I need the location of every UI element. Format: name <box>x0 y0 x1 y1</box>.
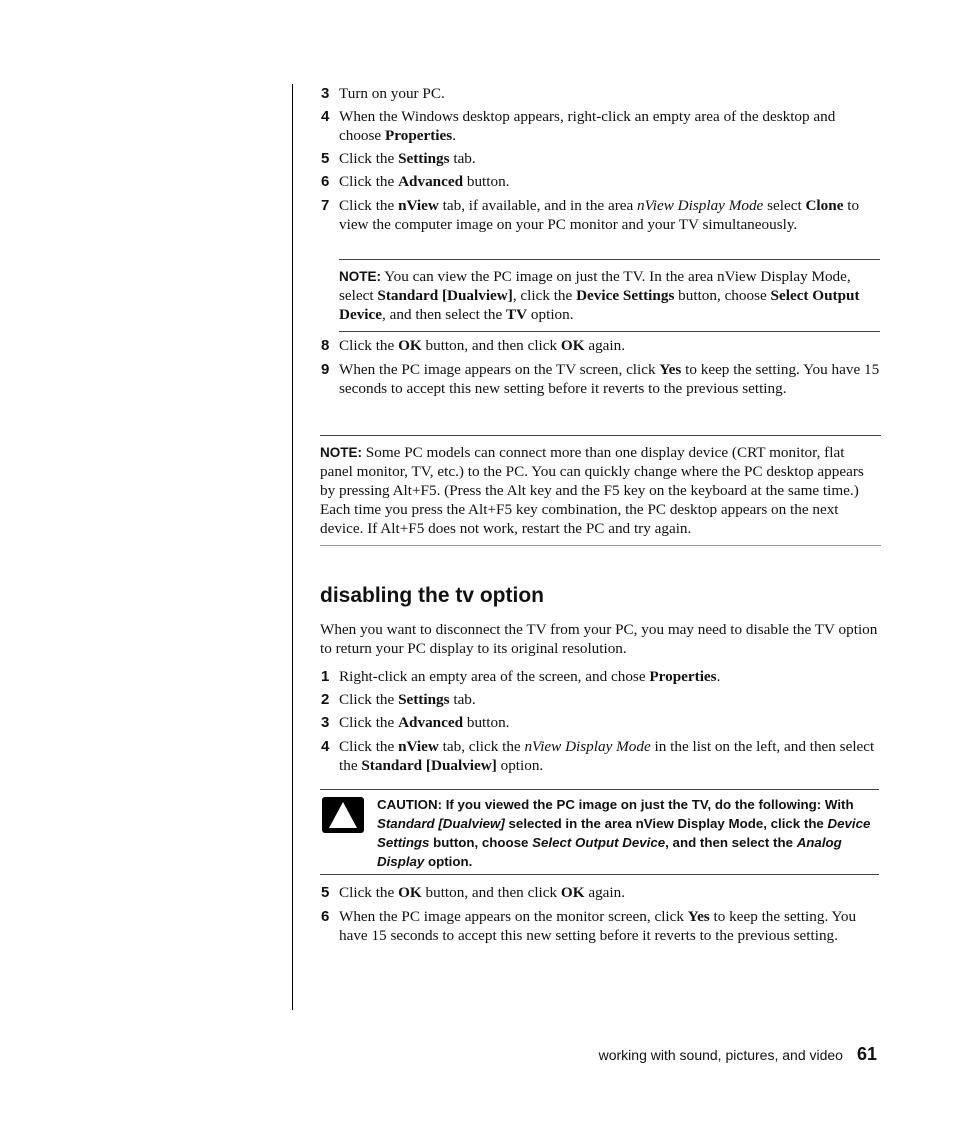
steps-mid <box>320 336 880 398</box>
note-box-outer <box>320 435 881 546</box>
steps-section <box>320 667 880 775</box>
step-text: Click the OK button, and then click OK again. <box>339 337 626 354</box>
step-item <box>320 149 880 168</box>
step-number: 6 <box>321 908 330 925</box>
margin-rule <box>292 84 293 1010</box>
footer-section-title: working with sound, pictures, and video <box>598 1047 843 1063</box>
steps-top <box>320 84 880 234</box>
step-item <box>320 360 880 398</box>
steps-end <box>320 883 880 945</box>
step-item <box>320 907 880 945</box>
step-text: Right-click an empty area of the screen, and chose Properties. <box>339 668 721 685</box>
step-item <box>320 107 880 145</box>
step-item <box>320 667 880 686</box>
note-box-inner <box>339 259 880 332</box>
step-number: 5 <box>321 884 330 901</box>
step-item <box>320 196 880 234</box>
step-text: Turn on your PC. <box>339 85 445 102</box>
step-item <box>320 883 880 902</box>
step-number: 3 <box>321 85 330 102</box>
step-number: 2 <box>321 691 330 708</box>
page-number: 61 <box>856 1044 877 1064</box>
section-heading: disabling the tv option <box>320 584 544 607</box>
caution-box <box>320 789 879 875</box>
step-number: 3 <box>321 714 330 731</box>
step-text: When the PC image appears on the TV screen, click Yes to keep the setting. You have 15 seconds to accept this new setting before it reverts to the previous setting. <box>339 361 880 397</box>
step-item <box>320 336 880 355</box>
note-text: Some PC models can connect more than one display device (CRT monitor, flat panel monitor, TV, etc.) to the PC. You can quickly change where the PC desktop appears by pressing Alt+F5. (Press the Alt key and the F5 key on the keyboard at the same time.) Each time you press the Alt+F5 key combination, the PC desktop appears on the next device. If Alt+F5 does not work, restart the PC and try again. <box>320 444 864 537</box>
step-number: 4 <box>321 738 330 755</box>
note-label: NOTE: <box>339 269 381 284</box>
step-text: Click the OK button, and then click OK again. <box>339 884 626 901</box>
step-number: 8 <box>321 337 330 354</box>
step-item <box>320 737 880 775</box>
step-text: Click the Settings tab. <box>339 691 476 708</box>
step-text: Click the Advanced button. <box>339 714 510 731</box>
warning-triangle-icon <box>322 797 364 833</box>
note-label: NOTE: <box>320 445 362 460</box>
section-intro: When you want to disconnect the TV from your PC, you may need to disable the TV option to return your PC display to its original resolution. <box>320 621 878 657</box>
step-number: 1 <box>321 668 330 685</box>
step-text: Click the nView tab, click the nView Display Mode in the list on the left, and then select the Standard [Dualview] option. <box>339 738 875 774</box>
page-footer <box>599 1044 877 1065</box>
note-text: You can view the PC image on just the TV. In the area nView Display Mode, select Standard [Dualview], click the Device Settings button, choose Select Output Device, and then select the TV option. <box>339 268 860 323</box>
step-number: 5 <box>321 150 330 167</box>
step-text: Click the nView tab, if available, and in the area nView Display Mode select Clone to view the computer image on your PC monitor and your TV simultaneously. <box>339 197 860 233</box>
step-text: When the Windows desktop appears, right-click an empty area of the desktop and choose Properties. <box>339 108 836 144</box>
step-item <box>320 84 880 103</box>
step-number: 9 <box>321 361 330 378</box>
step-number: 7 <box>321 197 330 214</box>
caution-text: CAUTION: If you viewed the PC image on just the TV, do the following: With Standard [Dualview] selected in the area nView Display Mode, click the Device Settings button, choose Select Output Device, and then select the Analog Display option. <box>377 797 871 869</box>
step-text: Click the Settings tab. <box>339 150 476 167</box>
step-item <box>320 713 880 732</box>
step-number: 6 <box>321 173 330 190</box>
step-text: Click the Advanced button. <box>339 173 510 190</box>
step-item <box>320 172 880 191</box>
step-item <box>320 690 880 709</box>
step-number: 4 <box>321 108 330 125</box>
step-text: When the PC image appears on the monitor screen, click Yes to keep the setting. You have 15 seconds to accept this new setting before it reverts to the previous setting. <box>339 908 857 944</box>
